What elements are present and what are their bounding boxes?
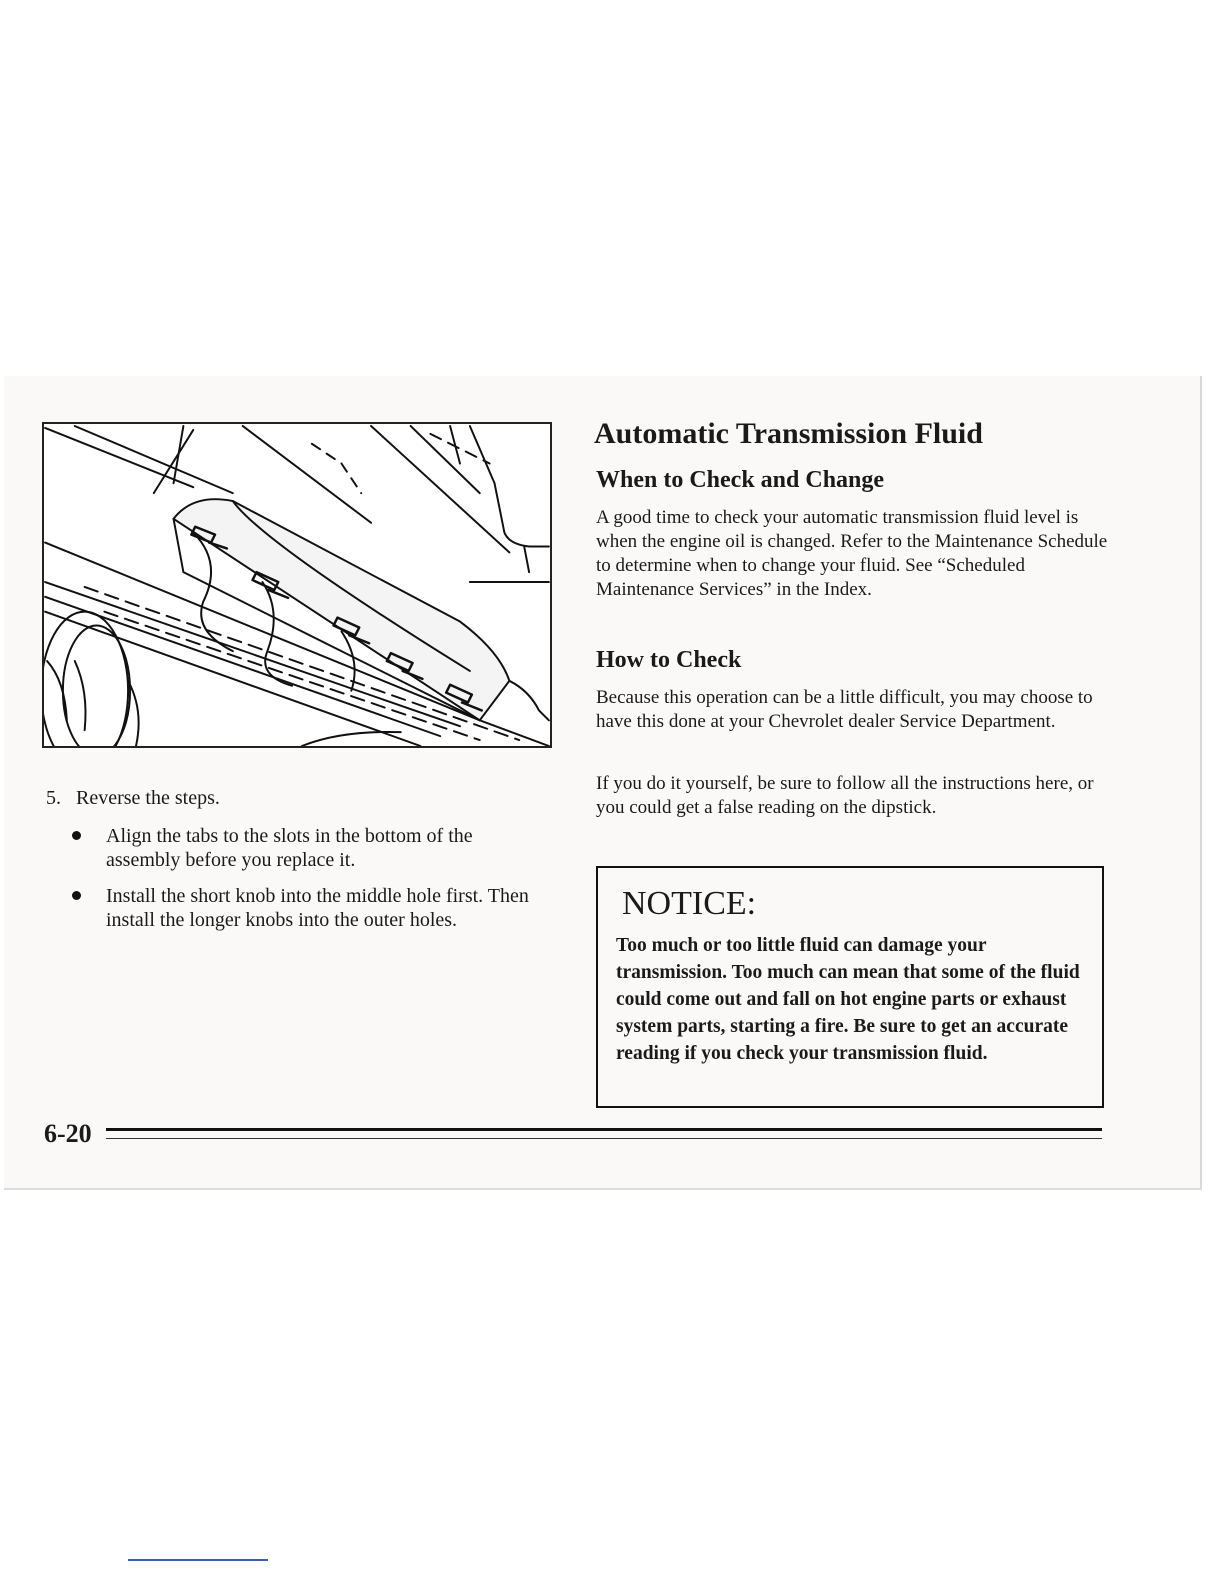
notice-text: Too much or too little fluid can damage your transmission. Too much can mean that some of the fluid could come out and fall on hot engine parts or exhaust system parts, starting a fire. Be sure to get an accurate reading if you check your transmission fluid.	[616, 935, 1080, 1064]
scan-mark-line	[128, 1559, 268, 1561]
section-title: Automatic Transmission Fluid	[594, 417, 983, 450]
assembly-illustration	[42, 422, 552, 748]
subheading-when-to-check: When to Check and Change	[596, 467, 885, 493]
bullet-item	[72, 884, 552, 932]
paragraph-dealer-service: Because this operation can be a little difficult, you may choose to have this done at your Chevrolet dealer Service Department.	[596, 687, 1093, 732]
step-item	[46, 786, 220, 810]
bullet-text: Install the short knob into the middle hole first. Then install the longer knobs into the outer holes.	[106, 885, 529, 931]
bullet-text: Align the tabs to the slots in the bottom of the assembly before you replace it.	[106, 825, 473, 871]
page-number: 6-20	[44, 1119, 92, 1148]
bullet-item	[72, 824, 552, 872]
paragraph-when-to-check: A good time to check your automatic transmission fluid level is when the engine oil is changed. Refer to the Maintenance Schedule to determine when to change your fluid. See “Scheduled Maintenance Services” in the Index.	[596, 507, 1108, 600]
notice-box	[596, 866, 1104, 1108]
bullet-dot-icon	[72, 891, 81, 900]
paragraph-do-it-yourself: If you do it yourself, be sure to follow all the instructions here, or you could get a false reading on the dipstick.	[596, 773, 1094, 818]
footer-rule-thin	[106, 1138, 1102, 1139]
footer-rule-thick	[106, 1128, 1102, 1131]
step-text: Reverse the steps.	[76, 787, 220, 809]
notice-title: NOTICE:	[622, 885, 757, 922]
subheading-how-to-check: How to Check	[596, 647, 742, 673]
bullet-dot-icon	[72, 831, 81, 840]
step-number: 5.	[46, 787, 61, 809]
assembly-line-drawing	[44, 424, 550, 746]
